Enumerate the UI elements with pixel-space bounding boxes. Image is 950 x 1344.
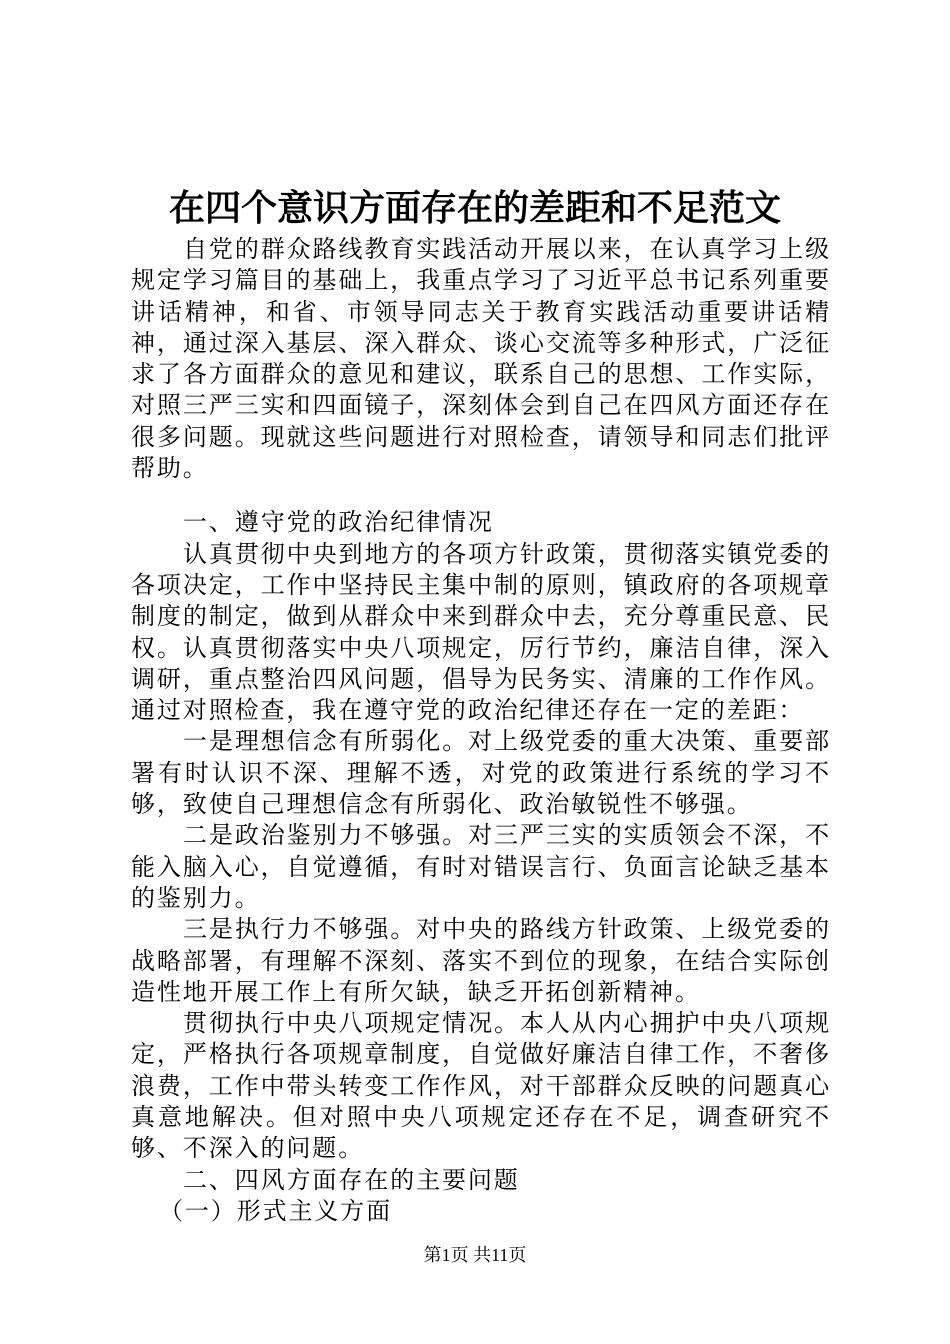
section1-paragraph-1: 认真贯彻中央到地方的各项方针政策，贯彻落实镇党委的各项决定，工作中坚持民主集中制的原则，镇政府的各项规章制度的制定，做到从群众中来到群众中去，充分尊重民意、民权。认真贯彻落实中央八项规定，厉行节约，廉洁自律，深入调研，重点整治四风问题，倡导为民务实、清廉的工作作风。通过对照检查，我在遵守党的政治纪律还存在一定的差距： bbox=[131, 539, 831, 725]
section1-paragraph-3: 二是政治鉴别力不够强。对三严三实的实质领会不深，不能入脑入心，自觉遵循，有时对错误言行、负面言论缺乏基本的鉴别力。 bbox=[131, 821, 831, 912]
section1-paragraph-2: 一是理想信念有所弱化。对上级党委的重大决策、重要部署有时认识不深、理解不透，对党的政策进行系统的学习不够，致使自己理想信念有所弱化、政治敏锐性不够强。 bbox=[131, 727, 831, 819]
paragraph-gap bbox=[131, 484, 831, 507]
section-heading-1: 一、遵守党的政治纪律情况 bbox=[183, 508, 494, 537]
section1-paragraph-4: 三是执行力不够强。对中央的路线方针政策、上级党委的战略部署，有理解不深刻、落实不到位的现象，在结合实际创造性地开展工作上有所欠缺，缺乏开拓创新精神。 bbox=[131, 915, 831, 1006]
section1-paragraph-5: 贯彻执行中央八项规定情况。本人从内心拥护中央八项规定，严格执行各项规章制度，自觉做好廉洁自律工作，不奢侈浪费，工作中带头转变工作作风，对干部群众反映的问题真心真意地解决。但对照中央八项规定还存在不足，调查研究不够、不深入的问题。 bbox=[131, 1009, 831, 1163]
intro-paragraph: 自党的群众路线教育实践活动开展以来，在认真学习上级规定学习篇目的基础上，我重点学习了习近平总书记系列重要讲话精神，和省、市领导同志关于教育实践活动重要讲话精神，通过深入基层、深入群众、谈心交流等多种形式，广泛征求了各方面群众的意见和建议，联系自己的思想、工作实际，对照三严三实和四面镜子，深刻体会到自己在四风方面还存在很多问题。现就这些问题进行对照检查，请领导和同志们批评帮助。 bbox=[131, 235, 831, 483]
subsection-heading-1: （一）形式主义方面 bbox=[159, 1196, 393, 1225]
document-title: 在四个意识方面存在的差距和不足范文 bbox=[168, 187, 781, 229]
document-body bbox=[131, 234, 831, 1227]
page-number-footer: 第1页 共11页 bbox=[423, 1245, 527, 1265]
section-heading-2: 二、四风方面存在的主要问题 bbox=[183, 1165, 520, 1194]
